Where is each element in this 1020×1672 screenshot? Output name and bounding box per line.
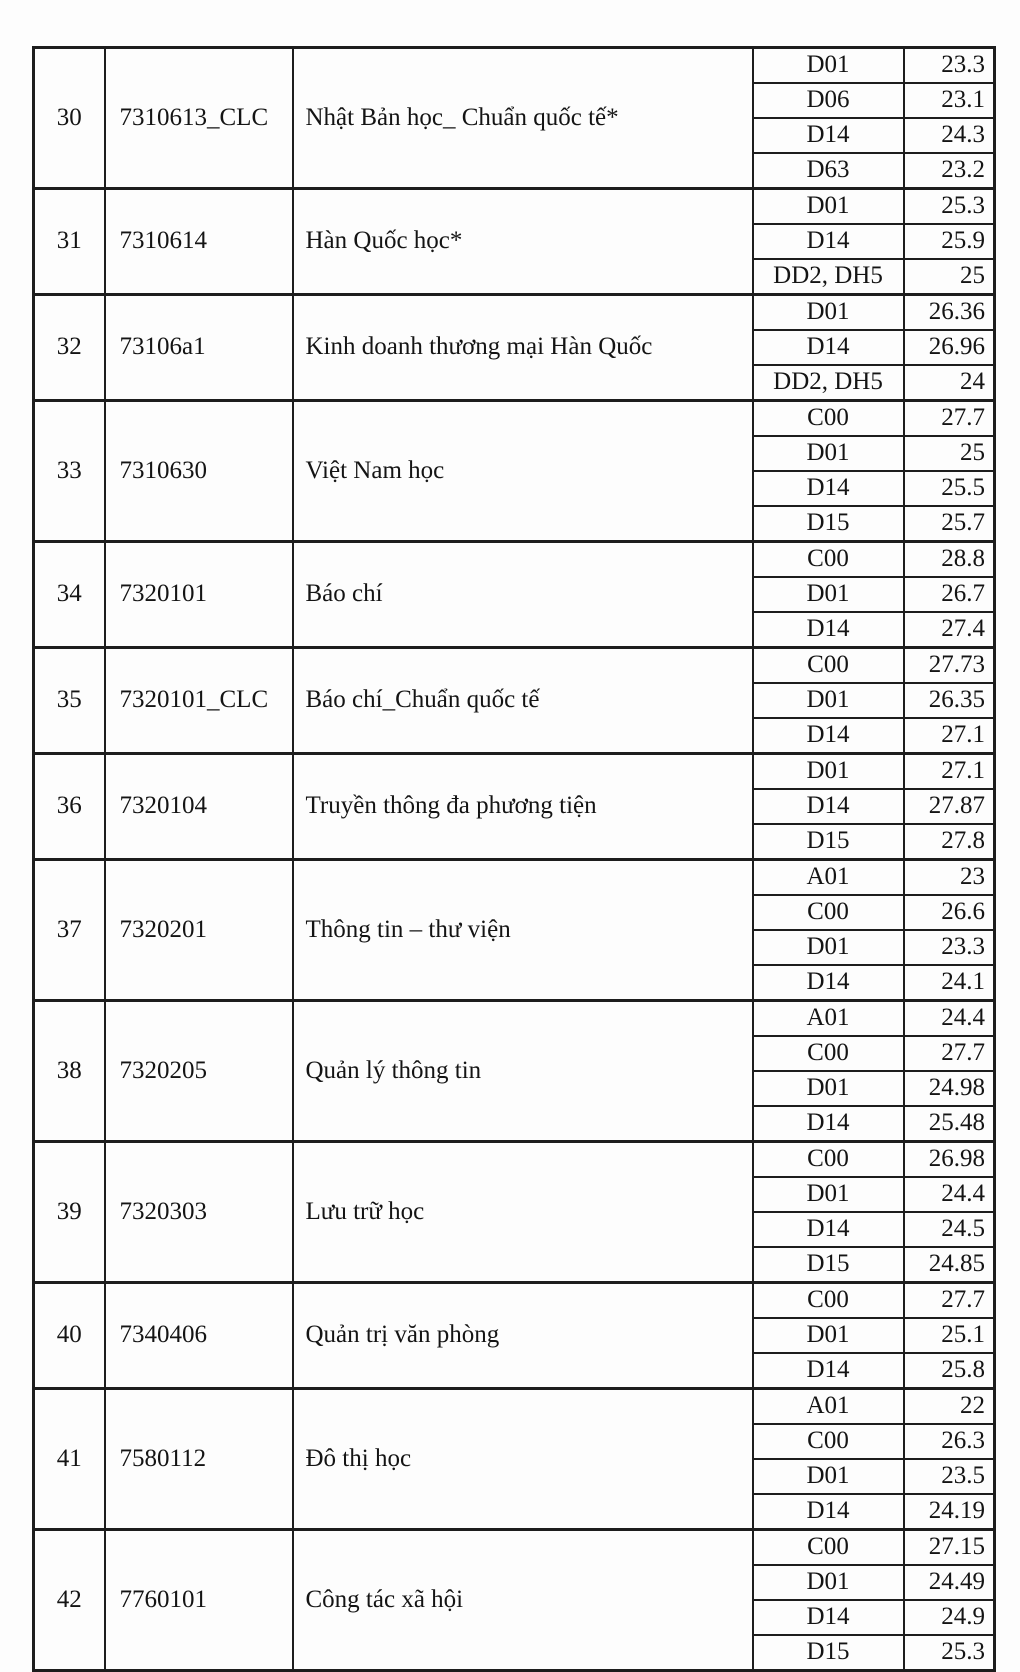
- benchmark-score: 24.4: [904, 1177, 995, 1212]
- exam-block-code: D01: [753, 436, 904, 471]
- major-number: 38: [34, 1001, 105, 1142]
- exam-block-code: D15: [753, 824, 904, 860]
- major-name: Việt Nam học: [293, 401, 753, 542]
- benchmark-score: 27.7: [904, 1283, 995, 1319]
- benchmark-score: 27.87: [904, 789, 995, 824]
- exam-block-code: C00: [753, 1142, 904, 1178]
- major-name: Đô thị học: [293, 1389, 753, 1530]
- benchmark-score: 23.2: [904, 153, 995, 189]
- table-row: [34, 295, 995, 331]
- benchmark-score: 24.19: [904, 1494, 995, 1530]
- major-number: 34: [34, 542, 105, 648]
- table-row: [34, 860, 995, 896]
- benchmark-score: 24.1: [904, 965, 995, 1001]
- table-row: [34, 542, 995, 578]
- exam-block-code: D14: [753, 224, 904, 259]
- exam-block-code: D14: [753, 1353, 904, 1389]
- table-row: [34, 754, 995, 790]
- major-number: 41: [34, 1389, 105, 1530]
- admission-score-table: [32, 46, 996, 1672]
- benchmark-score: 25.8: [904, 1353, 995, 1389]
- exam-block-code: D01: [753, 48, 904, 84]
- exam-block-code: D01: [753, 1318, 904, 1353]
- benchmark-score: 23.5: [904, 1459, 995, 1494]
- major-code: 7310630: [105, 401, 293, 542]
- benchmark-score: 23.3: [904, 930, 995, 965]
- exam-block-code: D06: [753, 83, 904, 118]
- benchmark-score: 24.9: [904, 1600, 995, 1635]
- major-code: 7760101: [105, 1530, 293, 1671]
- exam-block-code: D01: [753, 1071, 904, 1106]
- major-number: 40: [34, 1283, 105, 1389]
- table-row: [34, 189, 995, 225]
- exam-block-code: D14: [753, 1600, 904, 1635]
- benchmark-score: 23.3: [904, 48, 995, 84]
- exam-block-code: D01: [753, 189, 904, 225]
- benchmark-score: 24.49: [904, 1565, 995, 1600]
- major-number: 37: [34, 860, 105, 1001]
- table-row: [34, 401, 995, 437]
- benchmark-score: 26.7: [904, 577, 995, 612]
- exam-block-code: C00: [753, 1283, 904, 1319]
- exam-block-code: DD2, DH5: [753, 259, 904, 295]
- exam-block-code: D01: [753, 577, 904, 612]
- table-row: [34, 1142, 995, 1178]
- major-name: Truyền thông đa phương tiện: [293, 754, 753, 860]
- exam-block-code: A01: [753, 860, 904, 896]
- major-number: 39: [34, 1142, 105, 1283]
- benchmark-score: 27.7: [904, 401, 995, 437]
- major-name: Công tác xã hội: [293, 1530, 753, 1671]
- major-code: 7580112: [105, 1389, 293, 1530]
- benchmark-score: 25.1: [904, 1318, 995, 1353]
- benchmark-score: 23.1: [904, 83, 995, 118]
- major-name: Báo chí: [293, 542, 753, 648]
- exam-block-code: C00: [753, 1036, 904, 1071]
- major-code: 7320205: [105, 1001, 293, 1142]
- major-name: Kinh doanh thương mại Hàn Quốc: [293, 295, 753, 401]
- major-name: Thông tin – thư viện: [293, 860, 753, 1001]
- major-name: Nhật Bản học_ Chuẩn quốc tế*: [293, 48, 753, 189]
- benchmark-score: 24.4: [904, 1001, 995, 1037]
- exam-block-code: D14: [753, 118, 904, 153]
- benchmark-score: 26.36: [904, 295, 995, 331]
- major-code: 7320303: [105, 1142, 293, 1283]
- benchmark-score: 25.9: [904, 224, 995, 259]
- benchmark-score: 26.3: [904, 1424, 995, 1459]
- benchmark-score: 27.8: [904, 824, 995, 860]
- exam-block-code: D15: [753, 1247, 904, 1283]
- exam-block-code: D14: [753, 1106, 904, 1142]
- major-name: Hàn Quốc học*: [293, 189, 753, 295]
- major-name: Quản lý thông tin: [293, 1001, 753, 1142]
- benchmark-score: 27.4: [904, 612, 995, 648]
- exam-block-code: D01: [753, 683, 904, 718]
- table-row: [34, 1530, 995, 1566]
- benchmark-score: 23: [904, 860, 995, 896]
- exam-block-code: D14: [753, 718, 904, 754]
- major-number: 33: [34, 401, 105, 542]
- major-code: 7320201: [105, 860, 293, 1001]
- major-name: Quản trị văn phòng: [293, 1283, 753, 1389]
- exam-block-code: C00: [753, 648, 904, 684]
- major-code: 7320104: [105, 754, 293, 860]
- exam-block-code: C00: [753, 542, 904, 578]
- major-name: Lưu trữ học: [293, 1142, 753, 1283]
- benchmark-score: 24: [904, 365, 995, 401]
- table-row: [34, 1001, 995, 1037]
- exam-block-code: D01: [753, 1459, 904, 1494]
- table-row: [34, 1389, 995, 1425]
- major-number: 42: [34, 1530, 105, 1671]
- benchmark-score: 24.5: [904, 1212, 995, 1247]
- exam-block-code: DD2, DH5: [753, 365, 904, 401]
- table-row: [34, 1283, 995, 1319]
- exam-block-code: D14: [753, 965, 904, 1001]
- exam-block-code: D01: [753, 295, 904, 331]
- benchmark-score: 24.98: [904, 1071, 995, 1106]
- major-number: 32: [34, 295, 105, 401]
- exam-block-code: D14: [753, 1212, 904, 1247]
- benchmark-score: 27.73: [904, 648, 995, 684]
- major-code: 73106a1: [105, 295, 293, 401]
- major-code: 7320101_CLC: [105, 648, 293, 754]
- benchmark-score: 28.8: [904, 542, 995, 578]
- benchmark-score: 25.7: [904, 506, 995, 542]
- major-name: Báo chí_Chuẩn quốc tế: [293, 648, 753, 754]
- benchmark-score: 26.96: [904, 330, 995, 365]
- exam-block-code: C00: [753, 1424, 904, 1459]
- exam-block-code: D01: [753, 1565, 904, 1600]
- benchmark-score: 26.6: [904, 895, 995, 930]
- benchmark-score: 25: [904, 259, 995, 295]
- benchmark-score: 27.15: [904, 1530, 995, 1566]
- benchmark-score: 25.3: [904, 189, 995, 225]
- major-number: 36: [34, 754, 105, 860]
- exam-block-code: D01: [753, 1177, 904, 1212]
- score-table-body: [34, 48, 995, 1671]
- major-number: 30: [34, 48, 105, 189]
- benchmark-score: 26.35: [904, 683, 995, 718]
- major-number: 31: [34, 189, 105, 295]
- benchmark-score: 25.3: [904, 1635, 995, 1671]
- exam-block-code: D01: [753, 754, 904, 790]
- exam-block-code: D14: [753, 330, 904, 365]
- major-code: 7340406: [105, 1283, 293, 1389]
- exam-block-code: A01: [753, 1001, 904, 1037]
- exam-block-code: D14: [753, 1494, 904, 1530]
- benchmark-score: 24.85: [904, 1247, 995, 1283]
- exam-block-code: D15: [753, 506, 904, 542]
- exam-block-code: C00: [753, 895, 904, 930]
- exam-block-code: A01: [753, 1389, 904, 1425]
- table-row: [34, 648, 995, 684]
- benchmark-score: 27.1: [904, 718, 995, 754]
- table-row: [34, 48, 995, 84]
- exam-block-code: D14: [753, 612, 904, 648]
- exam-block-code: C00: [753, 401, 904, 437]
- exam-block-code: D15: [753, 1635, 904, 1671]
- exam-block-code: D01: [753, 930, 904, 965]
- exam-block-code: D14: [753, 789, 904, 824]
- exam-block-code: D14: [753, 471, 904, 506]
- benchmark-score: 27.1: [904, 754, 995, 790]
- exam-block-code: C00: [753, 1530, 904, 1566]
- benchmark-score: 26.98: [904, 1142, 995, 1178]
- major-code: 7310614: [105, 189, 293, 295]
- exam-block-code: D63: [753, 153, 904, 189]
- major-code: 7320101: [105, 542, 293, 648]
- benchmark-score: 24.3: [904, 118, 995, 153]
- major-code: 7310613_CLC: [105, 48, 293, 189]
- benchmark-score: 25.5: [904, 471, 995, 506]
- benchmark-score: 25.48: [904, 1106, 995, 1142]
- benchmark-score: 25: [904, 436, 995, 471]
- major-number: 35: [34, 648, 105, 754]
- benchmark-score: 27.7: [904, 1036, 995, 1071]
- benchmark-score: 22: [904, 1389, 995, 1425]
